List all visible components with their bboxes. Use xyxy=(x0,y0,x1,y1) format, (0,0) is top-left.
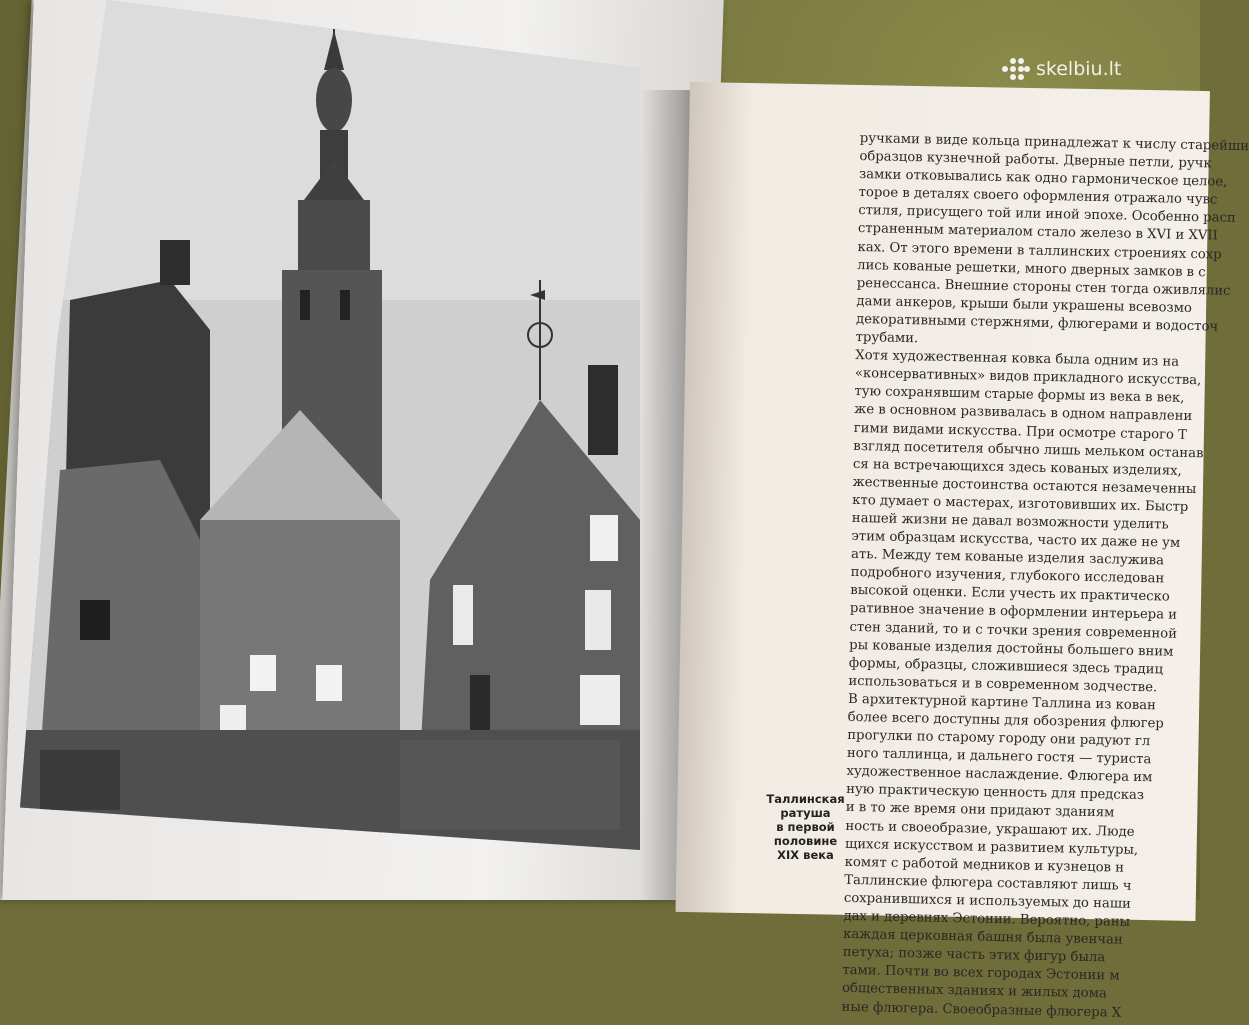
text-line: ручками в виде кольца принадлежат к числу старейши xyxy=(859,130,1249,155)
text-line: комят с работой медников и кузнецов н xyxy=(844,854,1125,876)
text-line: тами. Почти во всех городах Эстонии м xyxy=(842,963,1120,984)
caption-line: в первой xyxy=(776,820,835,834)
body-text-column xyxy=(841,130,1249,1021)
text-line: ративное значение в оформлении интерьера и xyxy=(849,601,1178,624)
text-line: ках. От этого времени в таллинских строениях сохр xyxy=(857,239,1222,263)
watermark xyxy=(1002,54,1121,84)
text-line: ры кованые изделия достойны большего вним xyxy=(849,637,1174,660)
text-line: ного таллинца, и дальнего гостя — туриста xyxy=(846,746,1152,768)
text-line: сохранившихся и используемых до наши xyxy=(843,890,1132,912)
text-line: художественное наслаждение. Флюгера им xyxy=(846,764,1153,786)
text-line: гими видами искусства. При осмотре старого Т xyxy=(853,420,1188,443)
text-line: же в основном развивалась в одном направлени xyxy=(853,402,1193,425)
text-line: замки отковывались как одно гармоническое целое, xyxy=(858,167,1228,190)
caption-line: половине xyxy=(773,834,838,848)
text-line: декоративными стержнями, флюгерами и водосточ xyxy=(855,311,1219,335)
caption-line: ратуша xyxy=(780,806,831,820)
text-line: дами анкеров, крыши были украшены всевозмо xyxy=(856,293,1193,316)
text-line: общественных зданиях и жилых дома xyxy=(841,981,1107,1002)
text-line: использоваться и в современном зодчестве. xyxy=(848,673,1158,696)
text-line: формы, образцы, сложившиеся здесь традиц xyxy=(848,655,1164,678)
text-line: Хотя художественная ковка была одним из на xyxy=(855,348,1180,370)
text-line: и в то же время они придают зданиям xyxy=(845,800,1115,821)
text-line: ся на встречающихся здесь кованых изделиях, xyxy=(852,456,1182,479)
text-line: ность и своеобразие, украшают их. Люде xyxy=(845,818,1135,840)
caption-line: Таллинская xyxy=(766,792,845,806)
text-line: петуха; позже часть этих фигур была xyxy=(842,945,1106,966)
text-line: трубами. xyxy=(855,329,919,347)
dots-logo-icon xyxy=(1002,57,1030,81)
town-hall-illustration xyxy=(20,0,640,850)
text-line: В архитектурной картине Таллина из кован xyxy=(847,691,1157,714)
text-line: образцов кузнечной работы. Дверные петли, ручк xyxy=(859,149,1212,172)
text-line: стиля, присущего той или иной эпохе. Особенно расп xyxy=(858,203,1236,227)
photo-caption xyxy=(758,792,853,862)
text-line: этим образцам искусства, часто их даже не ум xyxy=(851,528,1181,551)
text-line: щихся искусством и развитием культуры, xyxy=(844,836,1139,858)
text-line: более всего доступны для обозрения флюгер xyxy=(847,709,1164,732)
text-line: взгляд посетителя обычно лишь мельком останав xyxy=(853,438,1204,461)
text-line: подробного изучения, глубокого исследован xyxy=(850,565,1165,587)
text-line: каждая церковная башня была увенчан xyxy=(842,926,1123,948)
text-line: лись кованые решетки, много дверных замков в с xyxy=(857,257,1206,280)
text-line: страненным материалом стало железо в XVI и XVII xyxy=(857,221,1218,244)
text-line: прогулки по старому городу они радуют гл xyxy=(847,727,1151,750)
town-hall-photo xyxy=(20,0,640,850)
text-line: стен зданий, то и с точки зрения современной xyxy=(849,619,1178,642)
text-line: тую сохранявшим старые формы из века в век, xyxy=(854,384,1185,407)
text-line: нашей жизни не давал возможности уделить xyxy=(851,510,1169,533)
text-line: жественные достоинства остаются незамеченны xyxy=(852,474,1197,497)
text-line: «консервативных» видов прикладного искусства, xyxy=(854,366,1202,389)
text-line: торое в деталях своего оформления отражало чувс xyxy=(858,185,1218,208)
text-line: дах и деревнях Эстонии. Вероятно, раны xyxy=(843,908,1131,930)
caption-line: XIX века xyxy=(777,848,834,862)
text-line: ренессанса. Внешние стороны стен тогда оживлялис xyxy=(856,275,1231,299)
text-line: ные флюгера. Своеобразные флюгера Х xyxy=(841,999,1122,1021)
watermark-text: skelbiu.lt xyxy=(1036,58,1122,80)
text-line: ать. Между тем кованые изделия заслужива xyxy=(850,547,1165,569)
text-line: кто думает о мастерах, изготовивших их. Быстр xyxy=(852,492,1189,515)
text-line: высокой оценки. Если учесть их практическо xyxy=(850,583,1170,605)
text-line: Таллинские флюгера составляют лишь ч xyxy=(844,872,1132,894)
text-line: ную практическую ценность для предсказ xyxy=(846,782,1145,804)
